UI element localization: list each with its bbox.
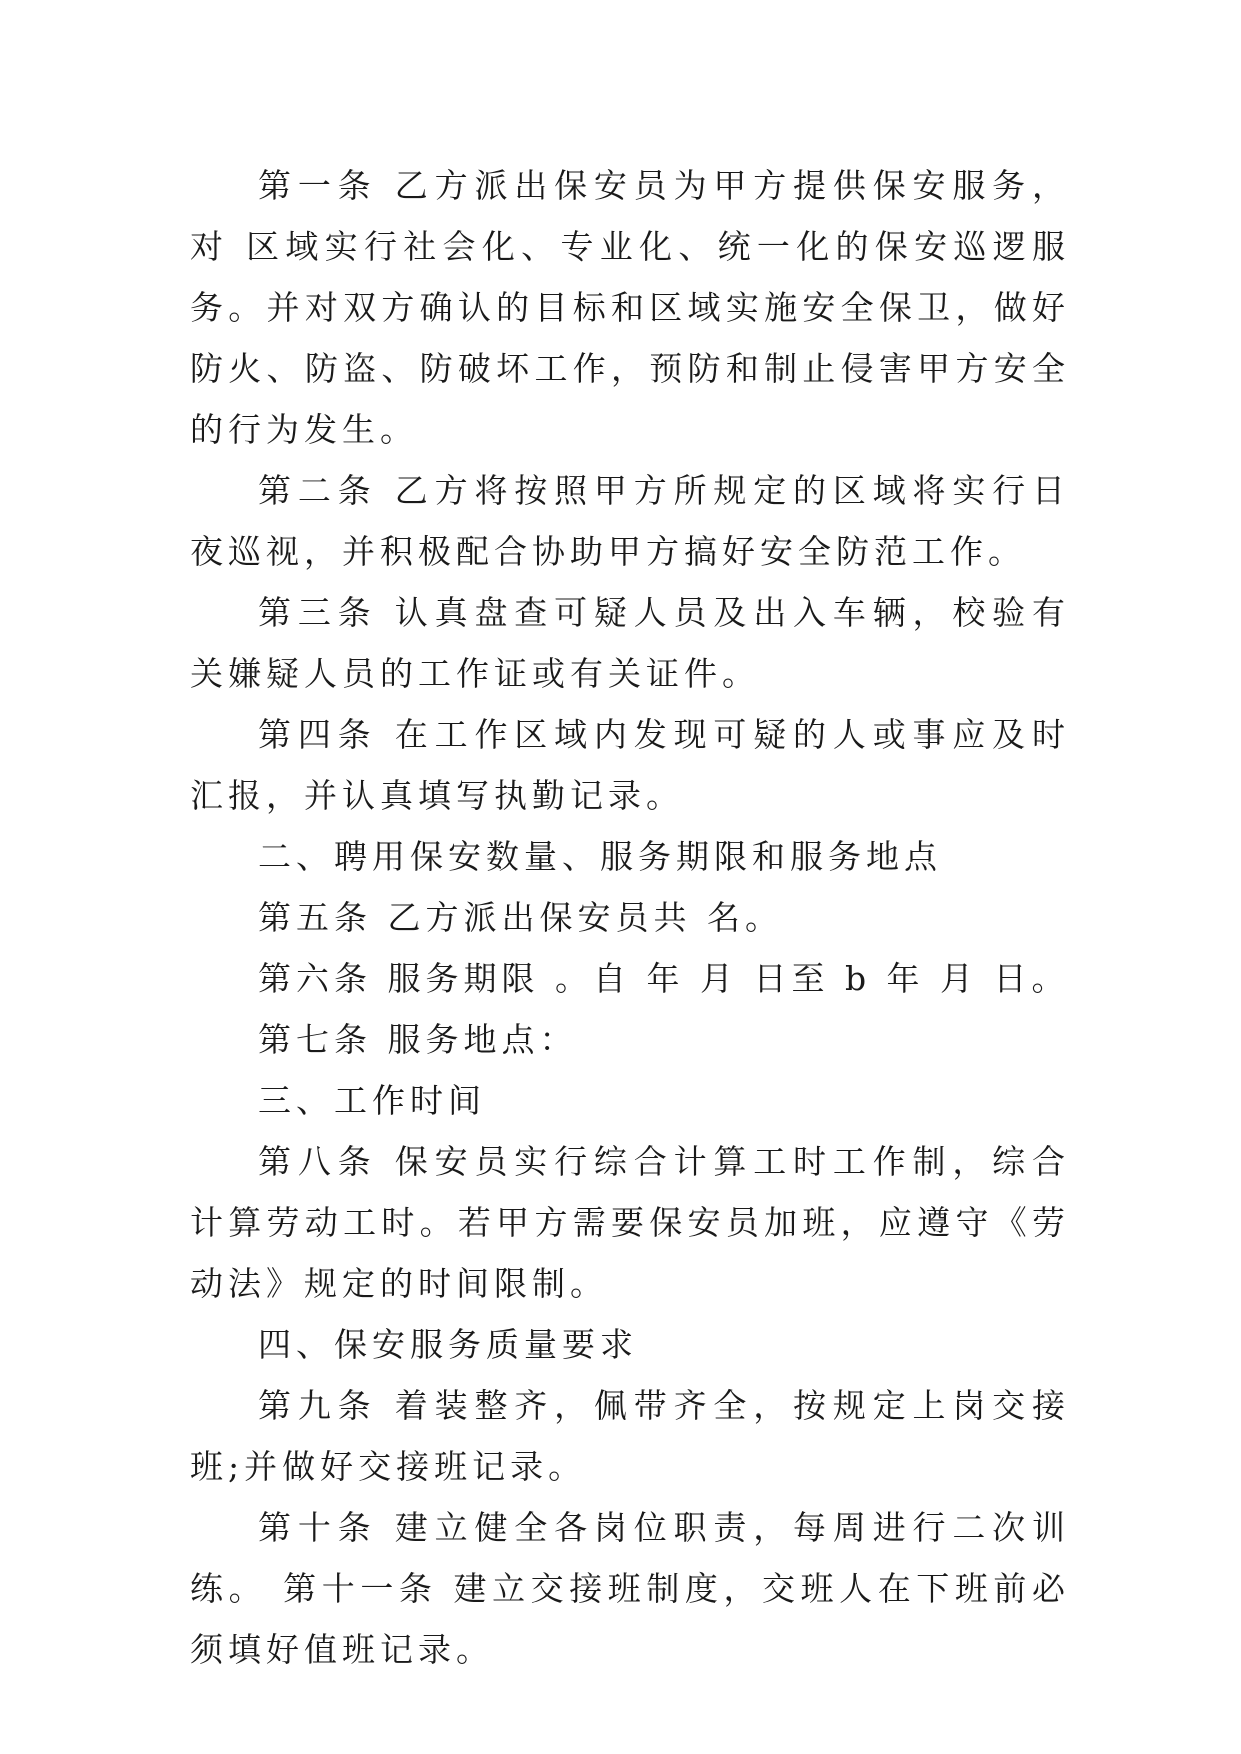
clause-3-paragraph: 第三条 认真盘查可疑人员及出入车辆，校验有关嫌疑人员的工作证或有关证件。 <box>190 593 1070 693</box>
clause-5-paragraph: 第五条 乙方派出保安员共 名。 <box>258 898 783 937</box>
clause-2-paragraph: 第二条 乙方将按照甲方所规定的区域将实行日夜巡视，并积极配合协助甲方搞好安全防范工作。 <box>190 471 1070 571</box>
section-3-heading: 三、工作时间 <box>258 1081 486 1120</box>
section-2-heading: 二、聘用保安数量、服务期限和服务地点 <box>258 837 942 876</box>
clause-6-paragraph: 第六条 服务期限 。自 年 月 日至 b 年 月 日。 <box>258 959 1070 998</box>
clause-4-paragraph: 第四条 在工作区域内发现可疑的人或事应及时汇报，并认真填写执勤记录。 <box>190 715 1070 815</box>
clause-7-paragraph: 第七条 服务地点： <box>258 1020 578 1059</box>
clause-10-11-paragraph: 第十条 建立健全各岗位职责，每周进行二次训练。 第十一条 建立交接班制度，交班人在下班前必须填好值班记录。 <box>190 1508 1070 1669</box>
document-body <box>190 155 1070 1680</box>
clause-8-paragraph: 第八条 保安员实行综合计算工时工作制，综合计算劳动工时。若甲方需要保安员加班，应遵守《劳动法》规定的时间限制。 <box>190 1142 1070 1303</box>
section-4-heading: 四、保安服务质量要求 <box>258 1325 638 1364</box>
clause-1-paragraph: 第一条 乙方派出保安员为甲方提供保安服务，对 区域实行社会化、专业化、统一化的保安巡逻服务。并对双方确认的目标和区域实施安全保卫，做好防火、防盗、防破坏工作，预防和制止侵害甲方安全的行为发生。 <box>190 166 1070 449</box>
clause-9-paragraph: 第九条 着装整齐，佩带齐全，按规定上岗交接班;并做好交接班记录。 <box>190 1386 1070 1486</box>
